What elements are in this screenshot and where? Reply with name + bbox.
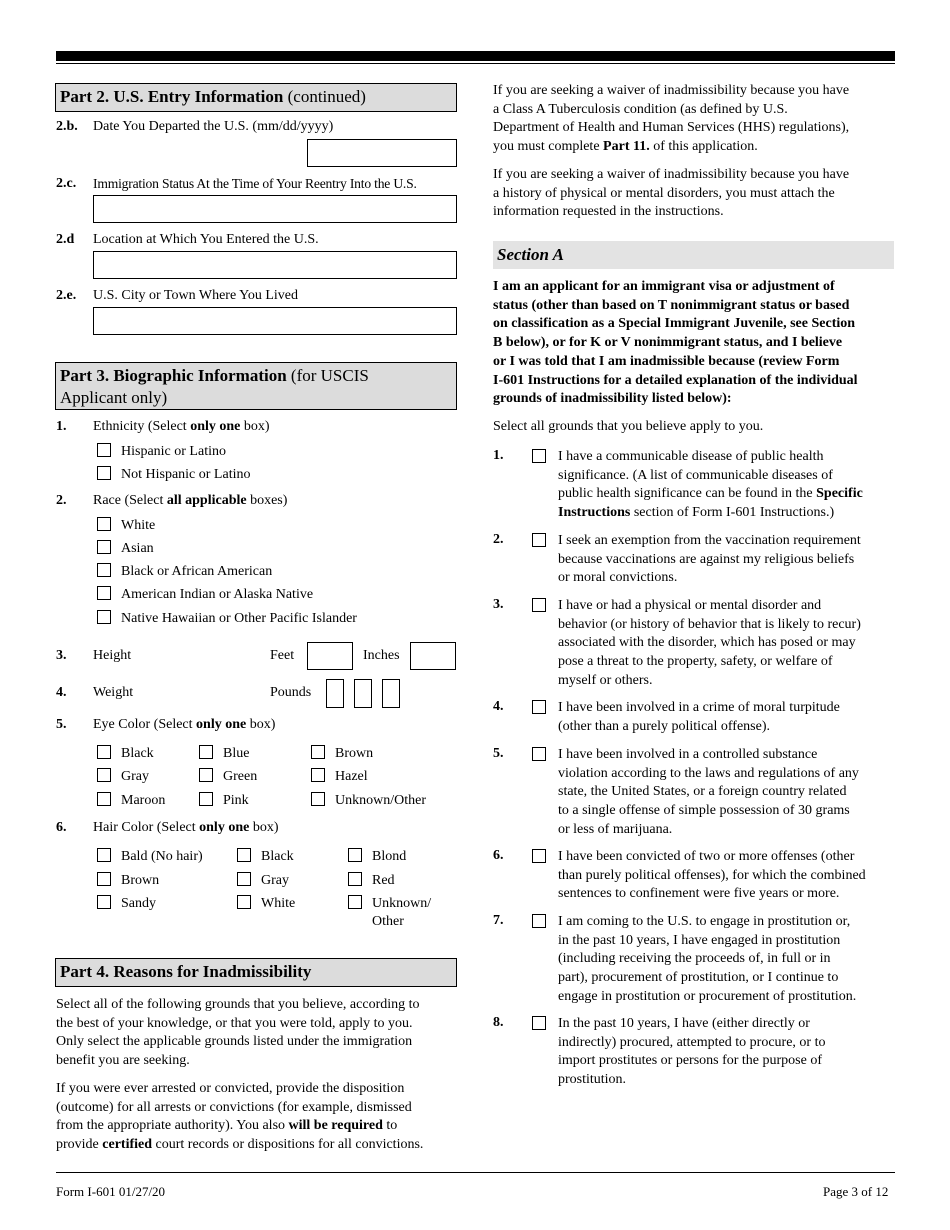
ground-text: I have been involved in a crime of moral turpitude (other than a purely political offense). <box>558 700 840 734</box>
checkbox[interactable] <box>199 745 213 759</box>
weight-digit-input[interactable] <box>382 679 400 708</box>
ground-num: 1. <box>493 448 504 463</box>
part4-para2: If you were ever arrested or convicted, provide the disposition (outcome) for all arrests or convictions (for example, dismissed from the appropriate authority). You also will be required to provide certified court records or dispositions for all convictions. <box>56 1081 424 1153</box>
item-num: 3. <box>56 648 67 663</box>
hair-color-label: Hair Color (Select only one box) <box>93 820 279 835</box>
ground-checkbox[interactable] <box>532 700 546 714</box>
eye-option[interactable]: Unknown/Other <box>311 792 426 809</box>
entry-location-label: Location at Which You Entered the U.S. <box>93 232 319 247</box>
ground-checkbox[interactable] <box>532 1016 546 1030</box>
race-option[interactable]: Asian <box>97 540 154 557</box>
ground-text: I seek an exemption from the vaccination requirement because vaccinations are against my religious beliefs or moral convictions. <box>558 533 861 586</box>
part3-header: Part 3. Biographic Information (for USCIS Applicant only) <box>55 362 457 410</box>
race-option[interactable]: Native Hawaiian or Other Pacific Islander <box>97 610 357 627</box>
checkbox[interactable] <box>311 745 325 759</box>
reentry-status-label: Immigration Status At the Time of Your Reentry Into the U.S. <box>93 176 417 191</box>
height-label: Height <box>93 648 132 663</box>
eye-option[interactable]: Brown <box>311 745 373 762</box>
part4-header: Part 4. Reasons for Inadmissibility <box>55 958 457 987</box>
ground-checkbox[interactable] <box>532 914 546 928</box>
city-lived-input[interactable] <box>93 307 457 335</box>
checkbox[interactable] <box>237 872 251 886</box>
ground-checkbox[interactable] <box>532 533 546 547</box>
select-all-instruction: Select all grounds that you believe apply to you. <box>493 419 764 434</box>
hair-option[interactable]: Black <box>237 848 294 865</box>
item-num: 2.c. <box>56 176 77 191</box>
eye-color-label: Eye Color (Select only one box) <box>93 717 276 732</box>
checkbox[interactable] <box>311 792 325 806</box>
hair-option[interactable]: Blond <box>348 848 406 865</box>
inches-label: Inches <box>363 648 400 663</box>
tb-waiver-para: If you are seeking a waiver of inadmissibility because you have a Class A Tuberculosis condition (as defined by U.S. Department of Health and Human Services (HHS) regulations), you must complete Part 11. of this application. <box>493 83 850 155</box>
eye-option[interactable]: Black <box>97 745 154 762</box>
item-num: 6. <box>56 820 67 835</box>
footer-rule <box>56 1172 895 1173</box>
height-inches-input[interactable] <box>410 642 456 670</box>
departure-date-label: Date You Departed the U.S. (mm/dd/yyyy) <box>93 119 334 134</box>
ethnicity-label: Ethnicity (Select only one box) <box>93 419 270 434</box>
ground-text: In the past 10 years, I have (either directly or indirectly) procured, attempted to procure, or to import prostitutes or persons for the purpose of prostitution. <box>558 1016 826 1088</box>
ground-num: 7. <box>493 913 504 928</box>
item-num: 4. <box>56 685 67 700</box>
checkbox[interactable] <box>97 792 111 806</box>
race-label: Race (Select all applicable boxes) <box>93 493 288 508</box>
race-option[interactable]: American Indian or Alaska Native <box>97 586 313 603</box>
item-num: 2.d <box>56 232 75 247</box>
ground-text: I have been involved in a controlled substance violation according to the laws and regulations of any state, the United States, or a foreign country related to a single offense of simple possession of 30 grams or less of marijuana. <box>558 747 859 837</box>
ground-num: 8. <box>493 1015 504 1030</box>
ground-text: I have been convicted of two or more offenses (other than purely political offenses), for which the combined sentences to confinement were five years or more. <box>558 849 866 902</box>
entry-location-input[interactable] <box>93 251 457 279</box>
weight-digit-input[interactable] <box>354 679 372 708</box>
checkbox[interactable] <box>97 895 111 909</box>
checkbox[interactable] <box>97 540 111 554</box>
hair-option[interactable]: Bald (No hair) <box>97 848 203 865</box>
item-num: 2.b. <box>56 119 78 134</box>
ground-text: I have or had a physical or mental disorder and behavior (or history of behavior that is likely to recur) associated with the disorder, which has posed or may pose a threat to the property, safety, or welfare of myself or others. <box>558 598 861 688</box>
eye-option[interactable]: Blue <box>199 745 249 762</box>
checkbox[interactable] <box>97 586 111 600</box>
ground-checkbox[interactable] <box>532 747 546 761</box>
item-num: 2. <box>56 493 67 508</box>
reentry-status-input[interactable] <box>93 195 457 223</box>
ground-num: 4. <box>493 699 504 714</box>
section-a-intro: I am an applicant for an immigrant visa or adjustment of status (other than based on T nonimmigrant status or based on classification as a Special Immigrant Juvenile, see Section B below), or for K or V nonimmigrant status, and I believe or I was told that I am inadmissible because (review Form I-601 Instructions for a detailed explanation of the individual grounds of inadmissibility listed below): <box>493 279 858 407</box>
page-number: Page 3 of 12 <box>823 1184 889 1199</box>
checkbox[interactable] <box>199 792 213 806</box>
eye-option[interactable]: Hazel <box>311 768 368 785</box>
ground-num: 2. <box>493 532 504 547</box>
hair-option[interactable]: Brown <box>97 872 159 889</box>
checkbox[interactable] <box>237 848 251 862</box>
top-rule-thin <box>56 63 895 64</box>
mental-waiver-para: If you are seeking a waiver of inadmissibility because you have a history of physical or mental disorders, you must attach the information requested in the instructions. <box>493 167 850 220</box>
hair-option[interactable]: Sandy <box>97 895 156 912</box>
hair-option[interactable]: Red <box>348 872 395 889</box>
section-a-header: Section A <box>493 241 894 269</box>
pounds-label: Pounds <box>270 685 312 700</box>
checkbox[interactable] <box>97 610 111 624</box>
weight-digit-input[interactable] <box>326 679 344 708</box>
checkbox[interactable] <box>97 443 111 457</box>
item-num: 1. <box>56 419 67 434</box>
item-num: 2.e. <box>56 288 77 303</box>
ground-num: 5. <box>493 746 504 761</box>
weight-label: Weight <box>93 685 134 700</box>
ethnicity-option[interactable]: Hispanic or Latino <box>97 443 226 460</box>
height-feet-input[interactable] <box>307 642 353 670</box>
checkbox[interactable] <box>348 872 362 886</box>
form-id: Form I-601 01/27/20 <box>56 1184 166 1199</box>
checkbox[interactable] <box>97 768 111 782</box>
checkbox[interactable] <box>237 895 251 909</box>
race-option[interactable]: Black or African American <box>97 563 272 580</box>
checkbox[interactable] <box>97 466 111 480</box>
checkbox[interactable] <box>97 872 111 886</box>
checkbox[interactable] <box>348 895 362 909</box>
checkbox[interactable] <box>199 768 213 782</box>
checkbox[interactable] <box>97 745 111 759</box>
ground-num: 6. <box>493 848 504 863</box>
ethnicity-option[interactable]: Not Hispanic or Latino <box>97 466 250 483</box>
hair-option[interactable]: Gray <box>237 872 289 889</box>
departure-date-input[interactable] <box>307 139 457 167</box>
ground-checkbox[interactable] <box>532 449 546 463</box>
part2-header: Part 2. U.S. Entry Information (continued) <box>55 83 457 112</box>
eye-option[interactable]: Pink <box>199 792 249 809</box>
checkbox[interactable] <box>97 517 111 531</box>
checkbox[interactable] <box>311 768 325 782</box>
ground-text: I am coming to the U.S. to engage in prostitution or, in the past 10 years, I have engaged in prostitution (including receiving the proceeds of, in full or in part), procurement of prostitution, or I continue to engage in prostitution or procurement of prostitution. <box>558 914 857 1004</box>
item-num: 5. <box>56 717 67 732</box>
feet-label: Feet <box>270 648 295 663</box>
eye-option[interactable]: Green <box>199 768 257 785</box>
hair-option-label-cont: Other <box>372 914 404 929</box>
ground-num: 3. <box>493 597 504 612</box>
part4-para1: Select all of the following grounds that you believe, according to the best of your knowledge, or that you were told, apply to you. Only select the applicable grounds listed under the immigration benefit you are seeking. <box>56 997 420 1069</box>
ground-checkbox[interactable] <box>532 849 546 863</box>
race-option[interactable]: White <box>97 517 155 534</box>
hair-option[interactable]: Unknown/ <box>348 895 431 912</box>
eye-option[interactable]: Maroon <box>97 792 165 809</box>
checkbox[interactable] <box>97 848 111 862</box>
hair-option[interactable]: White <box>237 895 295 912</box>
checkbox[interactable] <box>97 563 111 577</box>
eye-option[interactable]: Gray <box>97 768 149 785</box>
ground-checkbox[interactable] <box>532 598 546 612</box>
checkbox[interactable] <box>348 848 362 862</box>
ground-text: I have a communicable disease of public health significance. (A list of communicable diseases of public health significance can be found in the Specific Instructions section of Form I-601 Instructions.) <box>558 449 863 521</box>
city-lived-label: U.S. City or Town Where You Lived <box>93 288 299 303</box>
top-rule-thick <box>56 51 895 61</box>
